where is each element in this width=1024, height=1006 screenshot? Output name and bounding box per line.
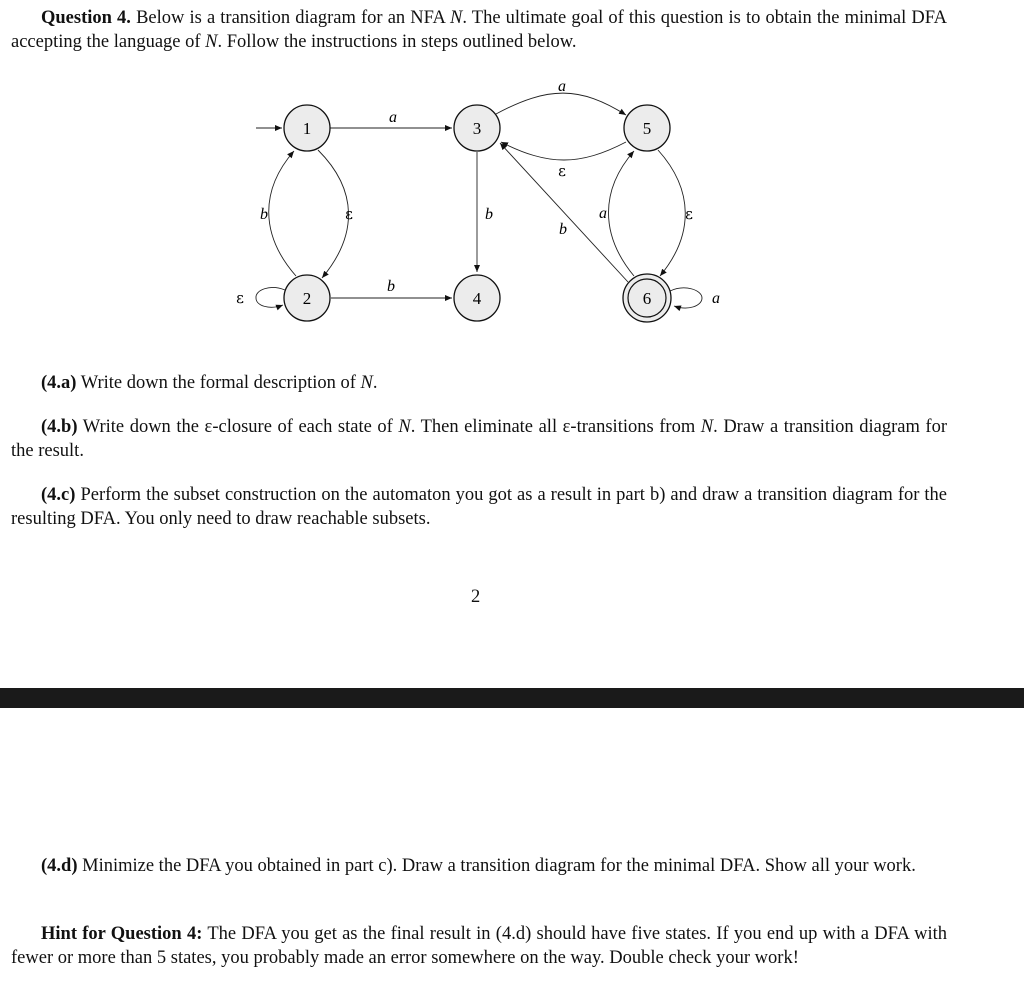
edge-2-1: [269, 151, 296, 276]
part-b-text-3: . Draw a transition diagram for the result.: [11, 417, 947, 461]
edge-label: b: [387, 278, 395, 295]
self-loop-2: [256, 288, 285, 308]
page-divider: [0, 688, 1024, 708]
part-a-text-1: Write down the formal description of: [80, 373, 361, 393]
part-d-label: (4.d): [41, 856, 78, 876]
nfa-transition-diagram: [0, 60, 1024, 350]
edge-label: a: [558, 78, 566, 95]
part-b: [11, 415, 947, 463]
nfa-symbol: N: [360, 373, 373, 393]
part-c-label: (4.c): [41, 485, 76, 505]
edge-label: a: [712, 290, 720, 307]
page-number: 2: [471, 587, 481, 607]
state-2: [284, 275, 330, 321]
edge-label: b: [260, 206, 268, 223]
edge-label: a: [389, 109, 397, 126]
state-5: [624, 105, 670, 151]
edge-label: ε: [558, 162, 566, 180]
edge-label: b: [485, 206, 493, 223]
question-text-3: . Follow the instructions in steps outlined below.: [217, 32, 577, 52]
nfa-symbol: N: [205, 32, 218, 52]
part-c: [11, 483, 947, 531]
question-text-1: Below is a transition diagram for an NFA: [136, 8, 451, 28]
edge-label: ε: [345, 205, 353, 223]
state-label: 6: [642, 289, 652, 308]
question-heading: Question 4.: [41, 8, 131, 28]
hint-text: The DFA you get as the final result in (4.d) should have five states. If you end up with a DFA with fewer or more than 5 states, you probably made an error somewhere on the way. Double check your work!: [11, 924, 948, 968]
edge-label: a: [599, 205, 607, 222]
state-label: 2: [302, 289, 312, 308]
state-4: [454, 275, 500, 321]
part-d: [11, 854, 947, 878]
part-b-text-1: Write down the ε-closure of each state of: [82, 417, 399, 437]
nfa-symbol: N: [398, 417, 411, 437]
part-b-label: (4.b): [41, 417, 78, 437]
part-a: [11, 371, 947, 395]
question-intro: [11, 6, 947, 54]
part-c-text: Perform the subset construction on the automaton you got as a result in part b) and draw a transition diagram for the resulting DFA. You only need to draw reachable subsets.: [11, 485, 947, 529]
edge-1-2: [318, 150, 349, 278]
hint: [11, 922, 947, 970]
state-label: 5: [642, 119, 652, 138]
part-a-label: (4.a): [41, 373, 77, 393]
state-6-accepting: [623, 274, 671, 322]
hint-label: Hint for Question 4:: [41, 924, 203, 944]
question-text-2: . The ultimate goal of this question is to obtain the minimal DFA accepting the language of: [11, 8, 948, 52]
edge-5-6: [658, 150, 685, 276]
state-label: 4: [472, 289, 482, 308]
state-1: [284, 105, 330, 151]
state-label: 3: [472, 119, 482, 138]
edge-3-5: [496, 93, 626, 115]
nfa-symbol: N: [450, 8, 463, 28]
part-b-text-2: . Then eliminate all ε-transitions from: [410, 417, 701, 437]
edge-label: b: [559, 221, 567, 238]
edge-5-3: [501, 142, 626, 160]
self-loop-6: [670, 288, 702, 308]
edge-label: ε: [685, 205, 693, 223]
edge-label: ε: [236, 289, 244, 307]
state-label: 1: [302, 119, 312, 138]
state-3: [454, 105, 500, 151]
nfa-symbol: N: [700, 417, 714, 437]
part-a-text-2: .: [372, 373, 378, 393]
part-d-text: Minimize the DFA you obtained in part c). Draw a transition diagram for the minimal DFA. Show all your work.: [82, 856, 916, 876]
edge-6-5: [609, 151, 635, 276]
